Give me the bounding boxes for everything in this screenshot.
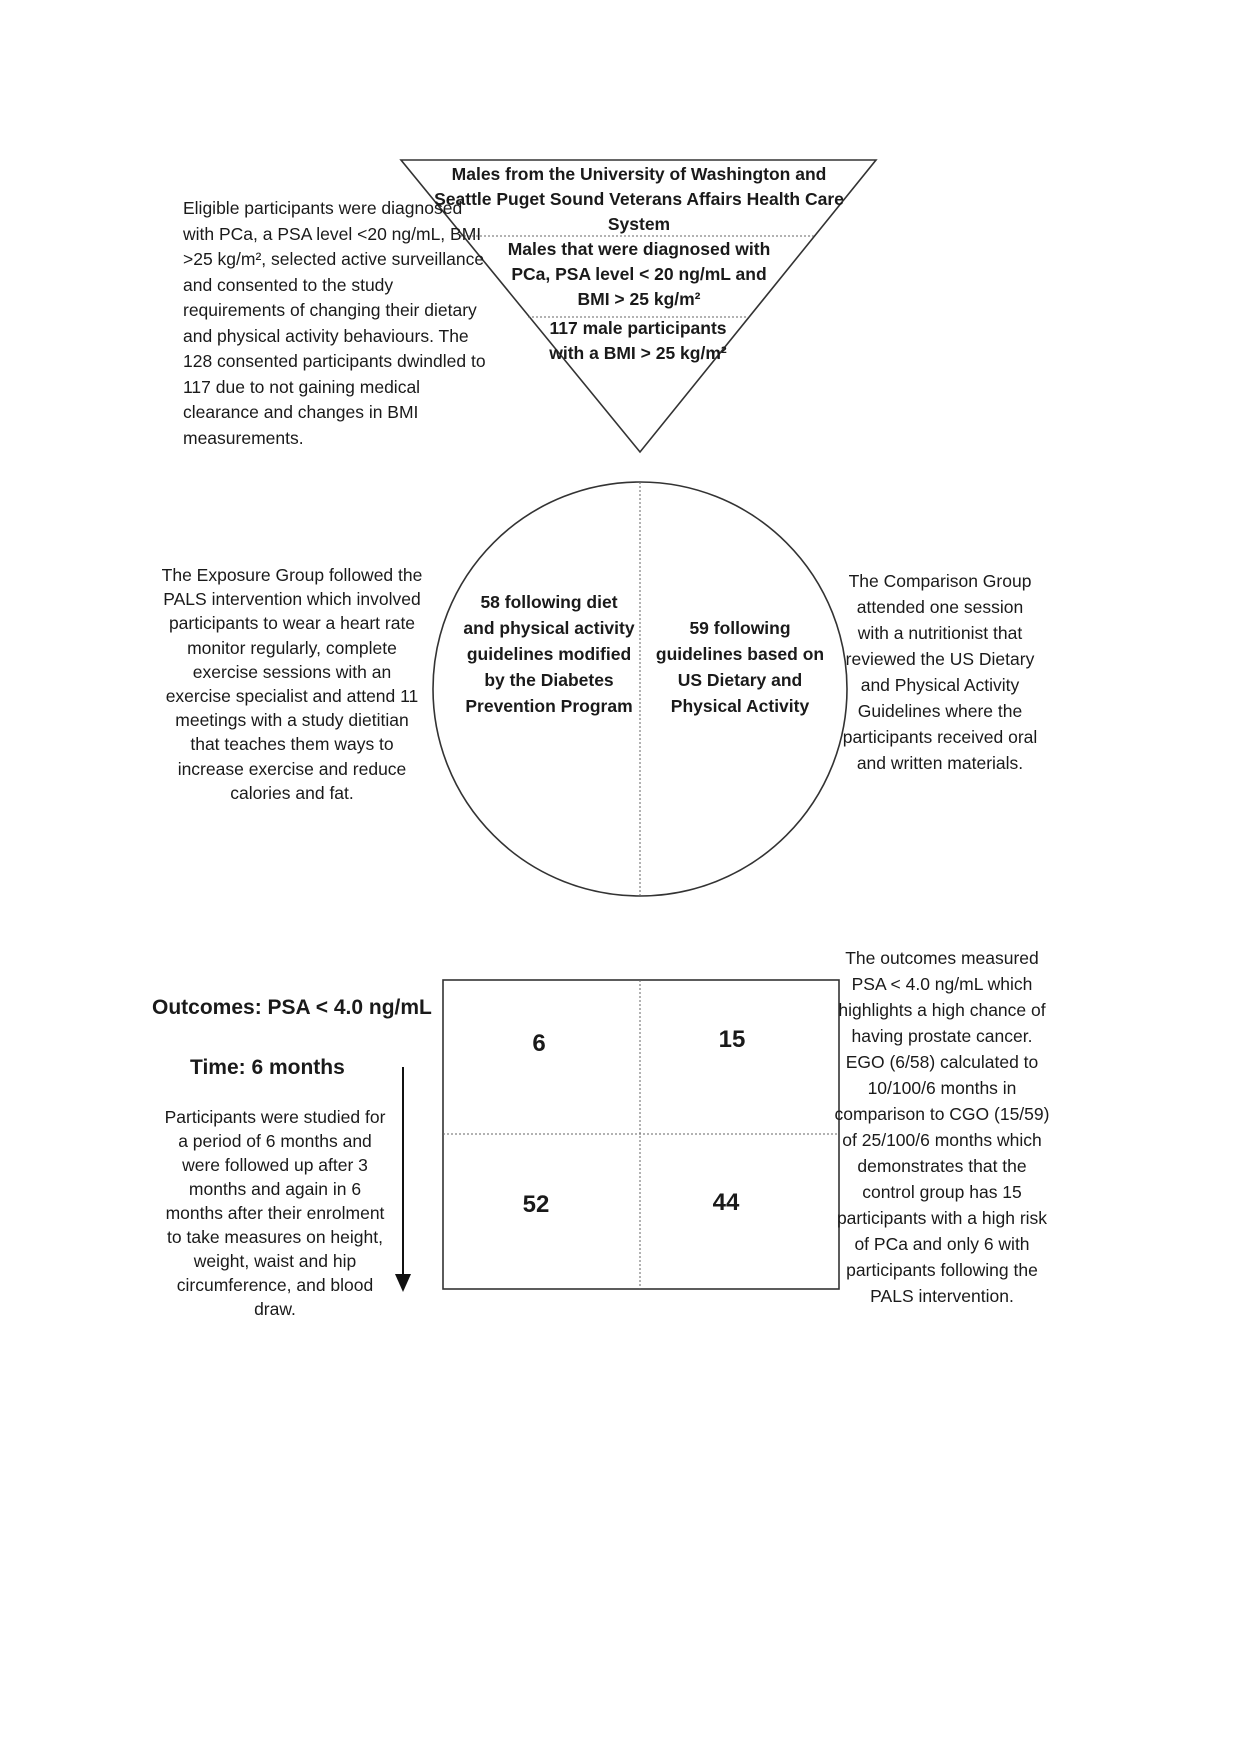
time-arrow-head xyxy=(395,1274,411,1292)
cell-bottom-left: 52 xyxy=(522,1191,550,1218)
outcomes-heading: Outcomes: PSA < 4.0 ng/mL xyxy=(152,996,432,1019)
results-note: The outcomes measured PSA < 4.0 ng/mL which highlights a high chance of having prostate cancer. EGO (6/58) calculated to 10/100/6 months in comparison to CGO (15/59) of 25/100/6 months which demonstrates that the control group has 15 participants with a high risk of PCa and only 6 with participants following the PALS intervention. xyxy=(834,948,1050,1306)
eligibility-note: Eligible participants were diagnosed with PCa, a PSA level <20 ng/mL, BMI >25 kg/m², selected active surveillance and consented to the study requirements of changing their dietary and physical activity behaviours. The 128 consented participants dwindled to 117 due to not gaining medical clearance and changes in BMI measurements. xyxy=(183,198,486,448)
comparison-group-label: 59 following guidelines based on US Dietary and Physical Activity xyxy=(655,618,825,716)
funnel-tier-1-label: Males from the University of Washington and Seattle Puget Sound Veterans Affairs Health Care System xyxy=(434,164,844,234)
exposure-group-label: 58 following diet and physical activity guidelines modified by the Diabetes Prevention Program xyxy=(463,592,635,716)
cell-bottom-right: 44 xyxy=(712,1189,740,1216)
funnel-tier-2-label: Males that were diagnosed with PCa, PSA level < 20 ng/mL and BMI > 25 kg/m² xyxy=(507,239,771,309)
cell-top-right: 15 xyxy=(718,1026,746,1053)
exposure-group-note: The Exposure Group followed the PALS intervention which involved participants to wear a heart rate monitor regularly, complete exercise sessions with an exercise specialist and attend 11 meetings with a study dietitian that teaches them ways to increase exercise and reduce calories and fat. xyxy=(161,565,423,803)
funnel-tier-3-label: 117 male participants with a BMI > 25 kg/m² xyxy=(549,318,727,363)
comparison-group-note: The Comparison Group attended one session with a nutritionist that reviewed the US Dietary and Physical Activity Guidelines where the participants received oral and written materials. xyxy=(842,571,1038,773)
followup-note: Participants were studied for a period of 6 months and were followed up after 3 months and again in 6 months after their enrolment to take measures on height, weight, waist and hip circumference, and blood draw. xyxy=(164,1107,386,1319)
cell-top-left: 6 xyxy=(532,1030,546,1057)
time-label: Time: 6 months xyxy=(190,1056,345,1079)
